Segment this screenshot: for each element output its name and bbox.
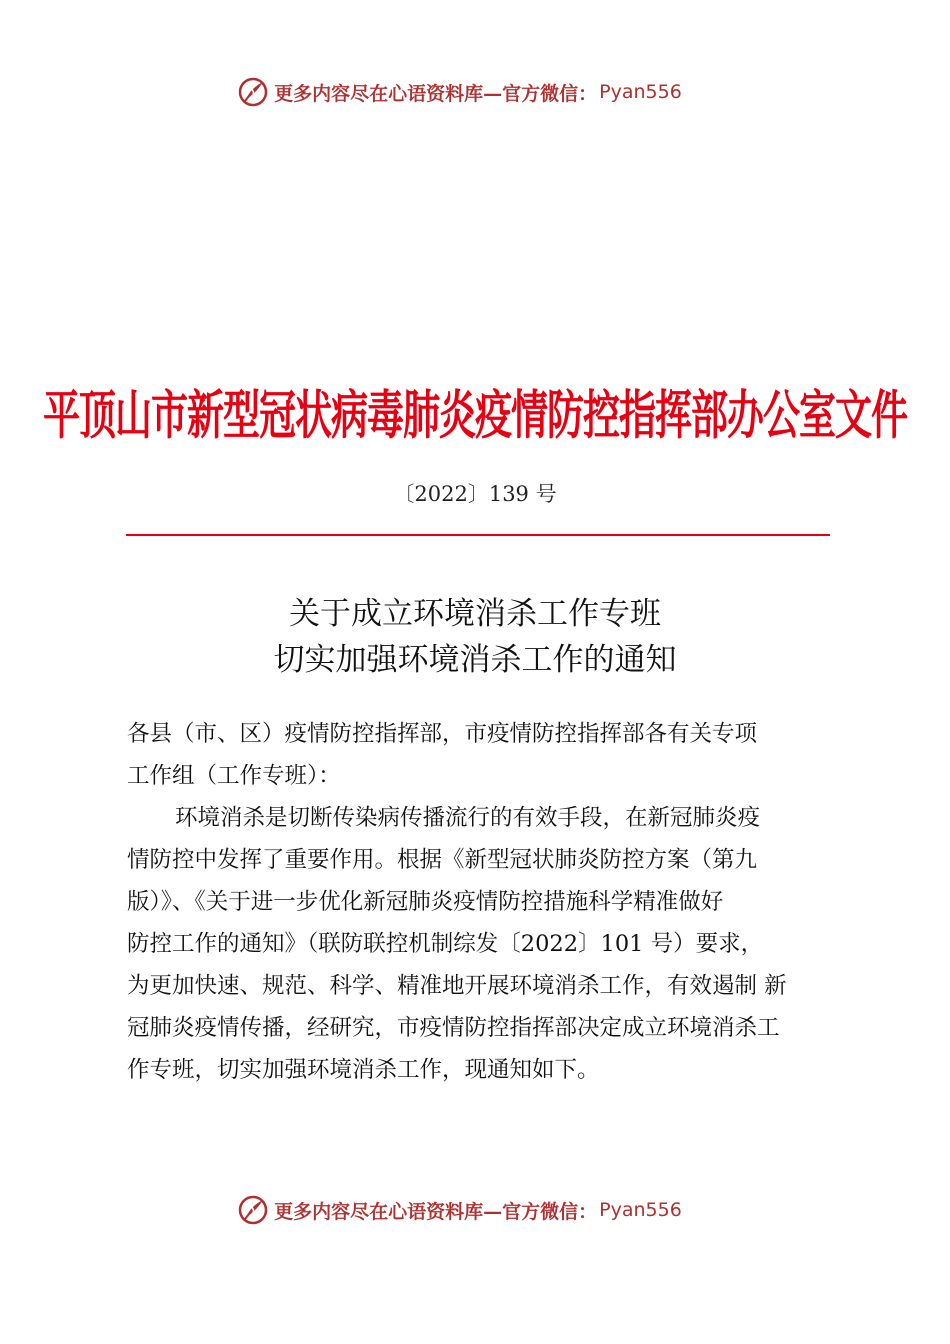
addressee-line-1: 各县（市、区）疫情防控指挥部，市疫情防控指挥部各有关专项	[127, 721, 758, 747]
paragraph-line: 冠肺炎疫情传播，经研究，市疫情防控指挥部决定成立环境消杀工	[127, 1015, 780, 1041]
document-number: 〔2022〕139 号	[393, 482, 557, 506]
watermark-text: 更多内容尽在心语资料库—官方微信：	[274, 1200, 598, 1223]
red-divider	[126, 534, 830, 536]
paragraph-line: 环境消杀是切断传染病传播流行的有效手段，在新冠肺炎疫	[175, 805, 761, 831]
paragraph-line: 防控工作的通知》（联防联控机制综发〔2022〕101 号）要求，	[127, 931, 764, 957]
addressee-line-2: 工作组（工作专班）：	[127, 763, 341, 789]
paragraph-line: 情防控中发挥了重要作用。根据《新型冠状肺炎防控方案（第九	[127, 847, 758, 873]
paragraph-line: 为更加快速、规范、科学、精准地开展环境消杀工作，有效遏制 新	[127, 973, 787, 999]
quill-logo-icon	[238, 77, 268, 107]
watermark-wechat-id: Pyan556	[599, 81, 682, 103]
paragraph-line: 版）》、《关于进一步优化新冠肺炎疫情防控措施科学精准做好	[127, 889, 724, 915]
watermark-bottom	[0, 1190, 950, 1230]
watermark-top	[0, 72, 950, 112]
notice-title-line-1: 关于成立环境消杀工作专班	[289, 596, 661, 632]
paragraph-line: 作专班，切实加强环境消杀工作，现通知如下。	[127, 1057, 600, 1083]
masthead-title: 平顶山市新型冠状病毒肺炎疫情防控指挥部办公室文件	[43, 383, 907, 446]
notice-title-line-2: 切实加强环境消杀工作的通知	[273, 642, 677, 678]
watermark-text: 更多内容尽在心语资料库—官方微信：	[274, 82, 598, 105]
quill-logo-icon	[238, 1195, 268, 1225]
watermark-wechat-id: Pyan556	[599, 1199, 682, 1221]
